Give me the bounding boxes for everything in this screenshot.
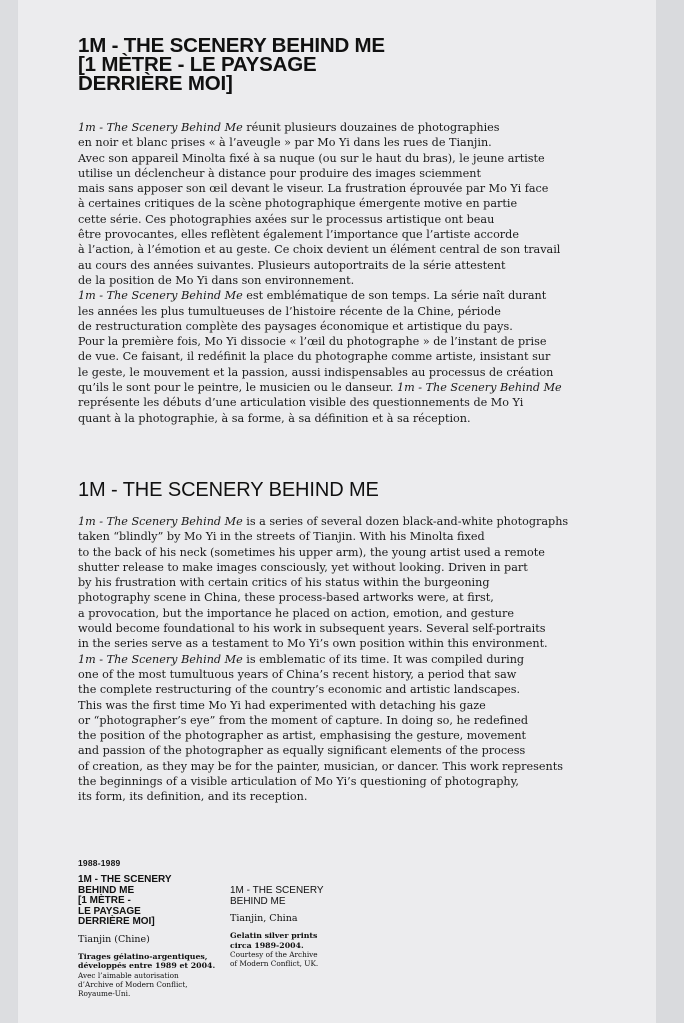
text-line: by his frustration with certain critics of his status within the burgeoning bbox=[78, 576, 490, 590]
text-line: one of the most tumultuous years of China’s recent history, a period that saw bbox=[78, 667, 517, 681]
italic-title: 1m - The Scenery Behind Me bbox=[78, 652, 243, 666]
text-line: 1m - The Scenery Behind Me is emblematic of its time. It was compiled during bbox=[78, 652, 525, 666]
text-line: taken “blindly” by Mo Yi in the streets of Tianjin. With his Minolta fixed bbox=[78, 530, 485, 544]
text-line: de restructuration complète des paysages économique et artistique du pays. bbox=[78, 319, 513, 333]
cartel-english bbox=[230, 886, 380, 968]
text-line: 1m - The Scenery Behind Me réunit plusieurs douzaines de photographies bbox=[78, 121, 500, 134]
text-line: Pour la première fois, Mo Yi dissocie « l’œil du photographe » de l’instant de prise bbox=[78, 335, 547, 349]
french-title: 1M - THE SCENERY BEHIND ME [1 MÈTRE - LE PAYSAGE DERRIÈRE MOI] bbox=[78, 34, 385, 95]
text-line: This was the first time Mo Yi had experimented with detaching his gaze bbox=[78, 698, 486, 712]
text-line: the complete restructuring of the country’s economic and artistic landscapes. bbox=[78, 683, 521, 697]
italic-title: 1m - The Scenery Behind Me bbox=[78, 515, 243, 528]
text-line: utilise un déclencheur à distance pour produire des images sciemment bbox=[78, 166, 481, 180]
text-line: in the series serve as a testament to Mo Yi’s own position within this environment. bbox=[78, 637, 548, 651]
cartel-date: 1988-1989 bbox=[78, 858, 121, 868]
english-paragraph-2 bbox=[78, 652, 618, 805]
cartel-french-medium: Tirages gélatino-argentiques, développés entre 1989 et 2004. bbox=[78, 951, 216, 970]
italic-title: 1m - The Scenery Behind Me bbox=[396, 381, 562, 395]
text-line: would become foundational to his work in subsequent years. Several self-portraits bbox=[78, 622, 546, 636]
cartel-english-medium: Gelatin silver prints circa 1989-2004. bbox=[230, 931, 318, 950]
french-body bbox=[78, 120, 618, 426]
cartel-french-place: Tianjin (Chine) bbox=[78, 933, 150, 945]
text-line: représente les débuts d’une articulation visible des questionnements de Mo Yi bbox=[78, 396, 524, 410]
wall-text bbox=[78, 34, 618, 998]
text-line: or “photographer’s eye” from the moment of capture. In doing so, he redefined bbox=[78, 713, 529, 727]
text-line: à certaines critiques de la scène photographique émergente motive en partie bbox=[78, 197, 518, 211]
text-line: 1m - The Scenery Behind Me est emblématique de son temps. La série naît durant bbox=[78, 289, 547, 303]
cartel-english-title: 1M - THE SCENERY BEHIND ME bbox=[230, 885, 324, 907]
text-line: photography scene in China, these process-based artworks were, at first, bbox=[78, 591, 494, 605]
french-paragraph-2 bbox=[78, 288, 618, 426]
text-line: shutter release to make images consciously, yet without looking. Driven in part bbox=[78, 560, 528, 574]
french-paragraph-1 bbox=[78, 120, 618, 288]
cartel-english-place: Tianjin, China bbox=[230, 913, 298, 924]
text-line: de la position de Mo Yi dans son environnement. bbox=[78, 273, 355, 287]
cartel-french bbox=[78, 858, 228, 998]
italic-title: 1m - The Scenery Behind Me bbox=[78, 289, 243, 303]
english-body bbox=[78, 514, 618, 805]
text-line: être provocantes, elles reflètent également l’importance que l’artiste accorde bbox=[78, 228, 519, 242]
text-line: quant à la photographie, à sa forme, à sa définition et à sa réception. bbox=[78, 411, 471, 425]
text-line: its form, its definition, and its reception. bbox=[78, 790, 308, 804]
text-line: of creation, as they may be for the painter, musician, or dancer. This work represents bbox=[78, 759, 563, 773]
text-line: cette série. Ces photographies axées sur le processus artistique ont beau bbox=[78, 212, 495, 226]
english-paragraph-1 bbox=[78, 514, 618, 652]
text-line: en noir et blanc prises « à l’aveugle » par Mo Yi dans les rues de Tianjin. bbox=[78, 136, 492, 150]
text-line: the beginnings of a visible articulation of Mo Yi’s questioning of photography, bbox=[78, 775, 519, 789]
text-line: to the back of his neck (sometimes his upper arm), the young artist used a remote bbox=[78, 545, 545, 559]
text-line: le geste, le mouvement et la passion, aussi indispensables au processus de création bbox=[78, 365, 554, 379]
text-line: les années les plus tumultueuses de l’histoire récente de la Chine, période bbox=[78, 304, 501, 318]
text-line: qu’ils le sont pour le peintre, le musicien ou le danseur. 1m - The Scenery Behind Me bbox=[78, 381, 562, 395]
text-line: a provocation, but the importance he placed on action, emotion, and gesture bbox=[78, 606, 514, 620]
text-line: de vue. Ce faisant, il redéfinit la place du photographe comme artiste, insistant sur bbox=[78, 350, 551, 364]
text-line: à l’action, à l’émotion et au geste. Ce choix devient un élément central de son travail bbox=[78, 243, 561, 257]
text-line: au cours des années suivantes. Plusieurs autoportraits de la série attestent bbox=[78, 258, 506, 272]
english-title: 1M - THE SCENERY BEHIND ME bbox=[78, 479, 379, 501]
text-line: Avec son appareil Minolta fixé à sa nuque (ou sur le haut du bras), le jeune artiste bbox=[78, 151, 545, 165]
text-line: the position of the photographer as artist, emphasising the gesture, movement bbox=[78, 729, 527, 743]
text-line: and passion of the photographer as equally significant elements of the process bbox=[78, 744, 526, 758]
cartel-french-credit: Avec l’aimable autorisation d’Archive of Modern Conflict, Royaume-Uni. bbox=[78, 970, 188, 998]
cartel-english-credit: Courtesy of the Archive of Modern Conflict, UK. bbox=[230, 950, 319, 969]
wall-edge bbox=[656, 0, 684, 1023]
text-line: 1m - The Scenery Behind Me is a series of several dozen black-and-white photographs bbox=[78, 515, 569, 528]
cartel-french-title: 1M - THE SCENERY BEHIND ME [1 MÈTRE - LE PAYSAGE DERRIÈRE MOI] bbox=[78, 874, 172, 927]
text-line: mais sans apposer son œil devant le viseur. La frustration éprouvée par Mo Yi face bbox=[78, 182, 549, 196]
italic-title: 1m - The Scenery Behind Me bbox=[78, 121, 243, 134]
